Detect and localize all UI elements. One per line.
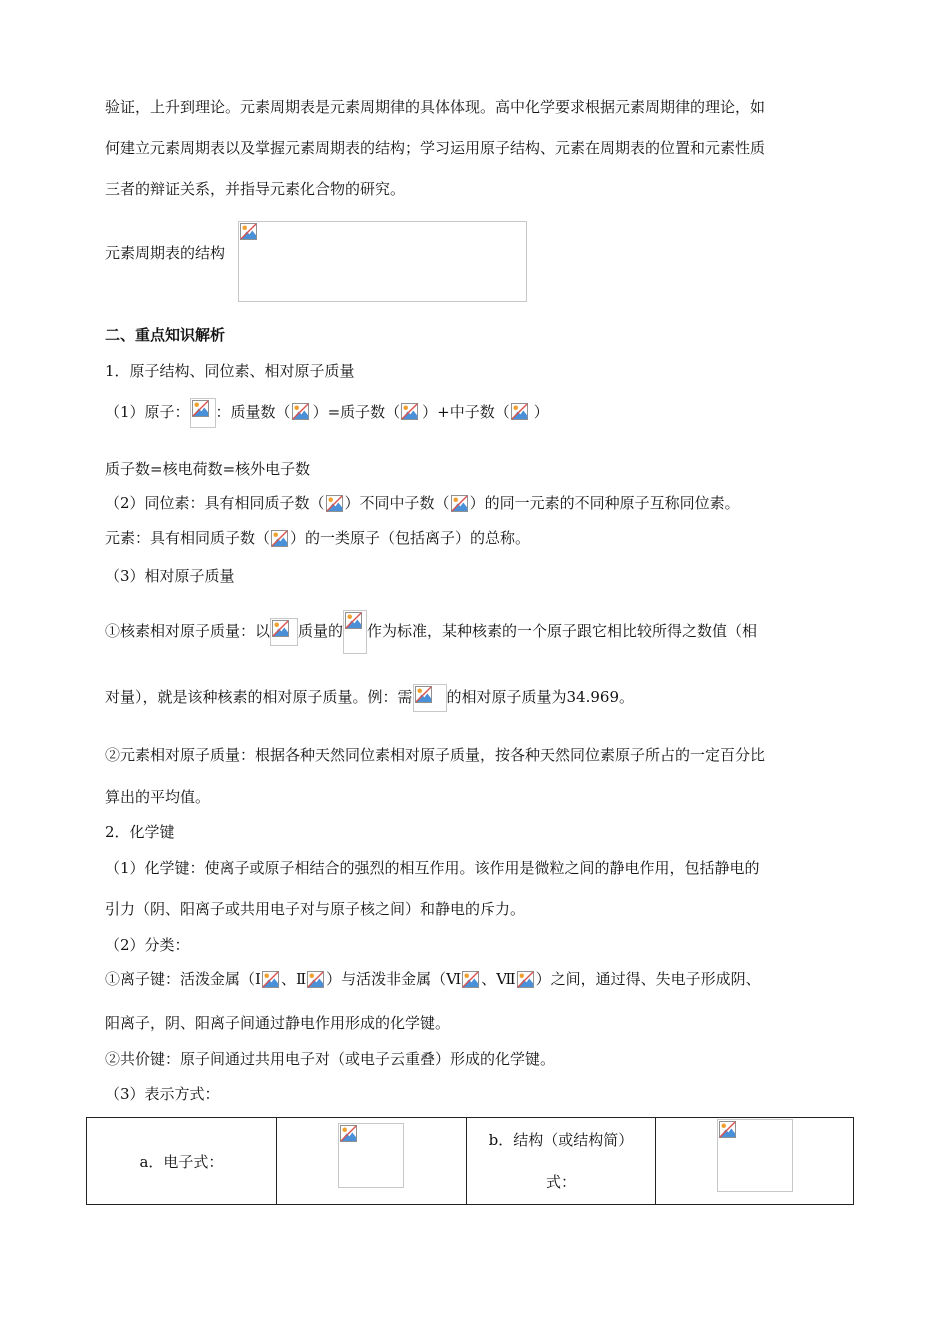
fraction-image: [343, 610, 367, 654]
broken-image-icon: [272, 620, 289, 637]
broken-image-icon: [240, 223, 257, 240]
broken-image-icon: [340, 1125, 357, 1142]
chemical-bond-line-1: （1）化学键：使离子或原子相结合的强烈的相互作用。该作用是微粒之间的静电作用，包括静电的: [105, 859, 760, 877]
periodic-table-structure-label: 元素周期表的结构: [105, 244, 226, 262]
chemical-bond-line-2: 引力（阴、阳离子或共用电子对与原子核之间）和静电的斥力。: [105, 900, 526, 918]
representation-title: （3）表示方式：: [105, 1085, 220, 1103]
relative-mass-title: （3）相对原子质量: [105, 567, 235, 585]
broken-image-icon: [307, 971, 324, 988]
table-row: [87, 1118, 854, 1205]
covalent-bond-line: ②共价键：原子间通过共用电子对（或电子云重叠）形成的化学键。: [105, 1050, 556, 1068]
subsection-2-title: 2．化学键: [105, 823, 175, 841]
chlorine-35-image: [413, 684, 447, 712]
group-via-image: [461, 970, 481, 990]
carbon-12-image: [270, 618, 298, 646]
broken-image-icon: [511, 403, 528, 420]
broken-image-icon: [451, 495, 468, 512]
intro-line-1: 验证，上升到理论。元素周期表是元素周期律的具体体现。高中化学要求根据元素周期律的理论，如: [105, 98, 766, 116]
electron-formula-label-cell: [87, 1118, 277, 1205]
proton-number-image: [400, 402, 422, 424]
classification-title: （2）分类：: [105, 936, 190, 954]
electron-formula-image-cell: [276, 1118, 466, 1205]
element-mass-line-1: ②元素相对原子质量：根据各种天然同位素相对原子质量，按各种天然同位素原子所占的一定百分比: [105, 746, 766, 764]
structural-formula-label-cell: [466, 1118, 656, 1205]
atom-line: （1）原子： ：质量数（ ）=质子数（ ）+中子数（ ）: [105, 398, 549, 428]
section-heading: 二、重点知识解析: [105, 326, 226, 344]
group-viia-image: [516, 970, 536, 990]
broken-image-icon: [401, 403, 418, 420]
structural-formula-image: [717, 1119, 793, 1192]
proton-equation: 质子数=核电荷数=核外电子数: [105, 460, 311, 478]
atom-symbol-image: [190, 398, 216, 428]
broken-image-icon: [719, 1121, 736, 1138]
intro-line-2: 何建立元素周期表以及掌握元素周期表的结构；学习运用原子结构、元素在周期表的位置和元素性质: [105, 139, 766, 157]
broken-image-icon: [517, 971, 534, 988]
broken-image-icon: [292, 403, 309, 420]
broken-image-icon: [415, 686, 432, 703]
group-ia-image: [261, 970, 281, 990]
element-mass-line-2: 算出的平均值。: [105, 788, 211, 806]
isotope-line: （2）同位素：具有相同质子数（ ）不同中子数（ ）的同一元素的不同种原子互称同位素。: [105, 494, 740, 512]
broken-image-icon: [262, 971, 279, 988]
group-iia-image: [306, 970, 326, 990]
structural-formula-label-line-2: 式：: [545, 1173, 576, 1191]
electron-formula-image: [338, 1123, 404, 1188]
element-proton-image: [270, 529, 290, 549]
isotope-proton-image: [325, 494, 345, 514]
ionic-bond-line-1: ①离子键：活泼金属（Ⅰ 、Ⅱ ）与活泼非金属（Ⅵ 、Ⅶ ）之间，通过得、失电子形成阴、: [105, 970, 761, 988]
representation-table: [86, 1117, 854, 1205]
isotope-neutron-image: [450, 494, 470, 514]
mass-number-image: [291, 402, 313, 424]
nuclide-line-2: 对量），就是该种核素的相对原子质量。例：需 的相对原子质量为34.969。: [105, 684, 634, 712]
broken-image-icon: [271, 530, 288, 547]
element-line: 元素：具有相同质子数（ ）的一类原子（包括离子）的总称。: [105, 529, 531, 547]
neutron-number-image: [510, 402, 534, 424]
broken-image-icon: [326, 495, 343, 512]
electron-formula-label: a．电子式：: [139, 1152, 224, 1171]
structural-formula-label-line-1: b．结构（或结构简）: [488, 1131, 634, 1149]
broken-image-icon: [345, 612, 362, 629]
intro-line-3: 三者的辩证关系，并指导元素化合物的研究。: [105, 180, 406, 198]
broken-image-icon: [462, 971, 479, 988]
structural-formula-image-cell: [656, 1118, 854, 1205]
broken-image-icon: [192, 400, 209, 417]
ionic-bond-line-2: 阳离子，阴、阳离子间通过静电作用形成的化学键。: [105, 1014, 451, 1032]
subsection-1-title: 1．原子结构、同位素、相对原子质量: [105, 362, 355, 380]
nuclide-line-1: ①核素相对原子质量：以 质量的 作为标准，某种核素的一个原子跟它相比较所得之数值（相: [105, 610, 757, 654]
periodic-table-structure-image: [238, 221, 527, 302]
